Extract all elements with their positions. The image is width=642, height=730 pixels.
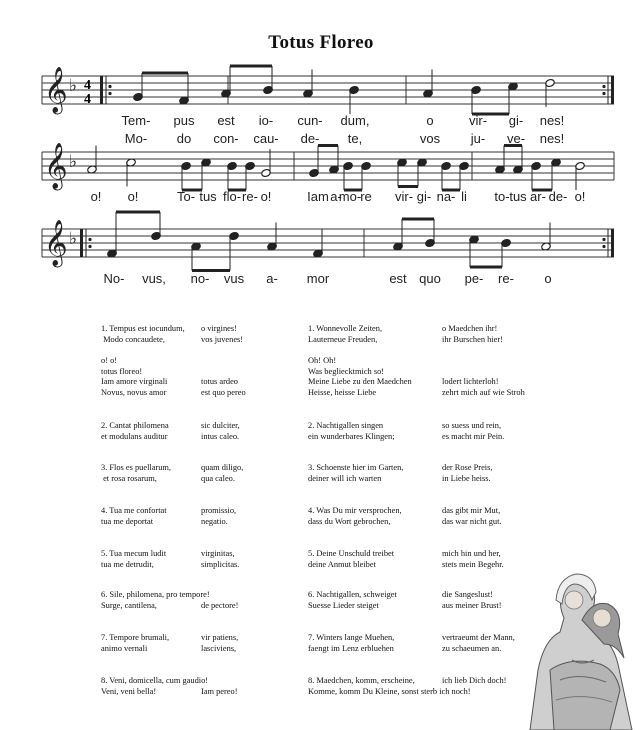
- flat-key-signature-icon: ♭: [69, 229, 78, 249]
- latin-verse-text: 4. Tua me confortat tua me deportat: [101, 506, 167, 526]
- german-verse-text-continued: mich hin und her, stets mein Begehr.: [442, 549, 504, 569]
- german-verse-text: 6. Nachtigallen, schweiget Suesse Lieder steiget: [308, 590, 397, 610]
- german-verse-text: Oh! Oh! Was begliecktmich so! Meine Liebe zu den Maedchen Heisse, heisse Liebe: [308, 356, 412, 397]
- german-verse-text: 2. Nachtigallen singen ein wunderbares Klingen;: [308, 421, 395, 441]
- latin-verse-text-continued: totus ardeo est quo pereo: [201, 377, 246, 397]
- german-verse-text-continued: so suess und rein, es macht mir Pein.: [442, 421, 505, 441]
- lyric-syllable: Tem-: [121, 113, 151, 128]
- german-verse-text-continued: das gibt mir Mut, das war nicht gut.: [442, 506, 502, 526]
- lyric-syllable: flo-: [222, 189, 242, 204]
- lyric-syllable: ve-: [506, 131, 526, 146]
- lyric-syllable: to-: [494, 189, 510, 204]
- lyric-syllable: est: [389, 271, 407, 286]
- repeat-dot: [602, 245, 605, 248]
- latin-verse-text-continued: quam diligo, qua caleo.: [201, 463, 244, 483]
- repeat-start-thick-bar: [80, 229, 83, 257]
- german-verse-text: 4. Was Du mir versprochen, dass du Wort gebrochen,: [308, 506, 402, 526]
- german-verse-text: 5. Deine Unschuld treibet deine Anmut bleibet: [308, 549, 395, 569]
- latin-verse-text: 5. Tua mecum ludit tua me detrudit,: [101, 549, 167, 569]
- repeat-dot: [108, 85, 111, 88]
- german-verse-text: 8. Maedchen, komm, erscheine, Komme, komm Du Kleine, sonst sterb ich noch!: [308, 676, 471, 696]
- lyric-syllable: gi-: [508, 113, 524, 128]
- repeat-start-thick-bar: [100, 76, 103, 104]
- lyric-syllable: vir-: [468, 113, 488, 128]
- repeat-dot: [88, 238, 91, 241]
- german-verse-text-continued: ich lieb Dich doch!: [442, 676, 507, 685]
- lyric-syllable: na-: [436, 189, 456, 204]
- lyric-syllable: pus: [173, 113, 195, 128]
- lyric-syllable: No-: [103, 271, 125, 286]
- lyric-syllable: io-: [258, 113, 274, 128]
- lyric-syllable: ar-: [530, 189, 546, 204]
- latin-verse-text: 1. Tempus est iocundum, Modo concaudete,: [101, 324, 185, 344]
- lyric-syllable: cun-: [297, 113, 323, 128]
- treble-clef-icon: 𝄞: [44, 143, 68, 189]
- latin-verse-text-continued: virginitas, simplicitas.: [201, 549, 240, 569]
- german-verse-text-continued: der Rose Preis, in Liebe heiss.: [442, 463, 493, 483]
- medieval-couple-illustration: [520, 560, 640, 730]
- lyric-syllable: te,: [347, 131, 363, 146]
- lyric-syllable: vus: [223, 271, 245, 286]
- lyric-syllable: vir-: [394, 189, 414, 204]
- lyric-syllable: pe-: [464, 271, 484, 286]
- lyric-syllable: To-: [176, 189, 196, 204]
- lyric-syllable: ju-: [470, 131, 486, 146]
- lyric-syllable: cau-: [253, 131, 279, 146]
- music-notation: [0, 0, 642, 300]
- lyric-syllable: gi-: [416, 189, 432, 204]
- lyric-syllable: o!: [260, 189, 272, 204]
- latin-verse-text-continued: de pectore!: [201, 600, 239, 610]
- lyric-syllable: vus,: [142, 271, 166, 286]
- lyric-syllable: o!: [127, 189, 139, 204]
- german-verse-text-continued: die Sangeslust! aus meiner Brust!: [442, 590, 502, 610]
- german-verse-text: 7. Winters lange Muehen, faengt im Lenz erbluehen: [308, 633, 395, 653]
- lyric-syllable: o!: [574, 189, 586, 204]
- latin-verse-text-continued: Iam pereo!: [201, 686, 238, 696]
- lyric-syllable: o!: [90, 189, 102, 204]
- german-verse-text-continued: vertraeumt der Mann, zu schaeumen an.: [442, 633, 515, 653]
- repeat-end-thick-bar: [611, 76, 614, 104]
- latin-verse-text-continued: vir patiens, lasciviens,: [201, 633, 239, 653]
- lyric-syllable: est: [217, 113, 235, 128]
- latin-verse-text-continued: promissio, negatio.: [201, 506, 237, 526]
- latin-verse-text-continued: sic dulciter, intus caleo.: [201, 421, 240, 441]
- repeat-end-thick-bar: [611, 229, 614, 257]
- treble-clef-icon: 𝄞: [44, 67, 68, 113]
- time-signature-bottom: 4: [84, 92, 91, 107]
- latin-verse-text-continued: o virgines! vos juvenes!: [201, 324, 244, 344]
- time-signature-top: 4: [84, 78, 91, 93]
- german-verse-text-continued: lodert lichterloh! zehrt mich auf wie Stroh: [442, 377, 525, 397]
- flat-key-signature-icon: ♭: [69, 76, 78, 96]
- latin-verse-text: 3. Flos es puellarum, et rosa rosarum,: [101, 463, 172, 483]
- latin-verse-text: 7. Tempore brumali, animo vernali: [101, 633, 170, 653]
- lyric-syllable: re: [360, 189, 372, 204]
- repeat-dot: [602, 85, 605, 88]
- lyric-syllable: de-: [300, 131, 320, 146]
- lyric-syllable: nes!: [539, 113, 565, 128]
- german-verse-text: 3. Schoenste hier im Garten, deiner will ich warten: [308, 463, 404, 483]
- lyric-syllable: do: [176, 131, 192, 146]
- lyric-syllable: mor: [306, 271, 330, 286]
- lyric-syllable: nes!: [539, 131, 565, 146]
- treble-clef-icon: 𝄞: [44, 220, 68, 266]
- lyric-syllable: de-: [548, 189, 568, 204]
- lyric-syllable: re-: [242, 189, 258, 204]
- repeat-dot: [602, 238, 605, 241]
- lyric-syllable: vos: [419, 131, 441, 146]
- lyric-syllable: quo: [419, 271, 441, 286]
- latin-verse-text: 8. Veni, domicella, cum gaudio! Veni, veni bella!: [101, 676, 209, 696]
- repeat-dot: [108, 92, 111, 95]
- latin-verse-text: o! o! totus floreo! Iam amore virginali Novus, novus amor: [101, 356, 168, 397]
- lyric-syllable: no-: [190, 271, 210, 286]
- lyric-syllable: a-: [330, 189, 342, 204]
- lyric-syllable: tus: [509, 189, 527, 204]
- lyric-syllable: con-: [213, 131, 239, 146]
- lyric-syllable: li: [461, 189, 467, 204]
- flat-key-signature-icon: ♭: [69, 152, 78, 172]
- lyric-syllable: dum,: [340, 113, 370, 128]
- lyric-syllable: re-: [498, 271, 514, 286]
- german-verse-text: 1. Wonnevolle Zeiten, Lauterneue Freuden,: [308, 324, 383, 344]
- lyric-syllable: a-: [266, 271, 278, 286]
- latin-verse-text: 6. Sile, philomena, pro tempore! Surge, cantilena,: [101, 590, 210, 610]
- german-verse-text-continued: o Maedchen ihr! ihr Burschen hier!: [442, 324, 503, 344]
- lyric-syllable: o: [426, 113, 434, 128]
- latin-verse-text: 2. Cantat philomena et modulans auditur: [101, 421, 169, 441]
- lyric-syllable: Iam: [307, 189, 329, 204]
- song-title: Totus Floreo: [268, 32, 374, 53]
- lyric-syllable: mo-: [338, 189, 362, 204]
- repeat-dot: [602, 92, 605, 95]
- repeat-dot: [88, 245, 91, 248]
- lyric-syllable: tus: [199, 189, 217, 204]
- lyric-syllable: Mo-: [124, 131, 148, 146]
- lyric-syllable: o: [544, 271, 552, 286]
